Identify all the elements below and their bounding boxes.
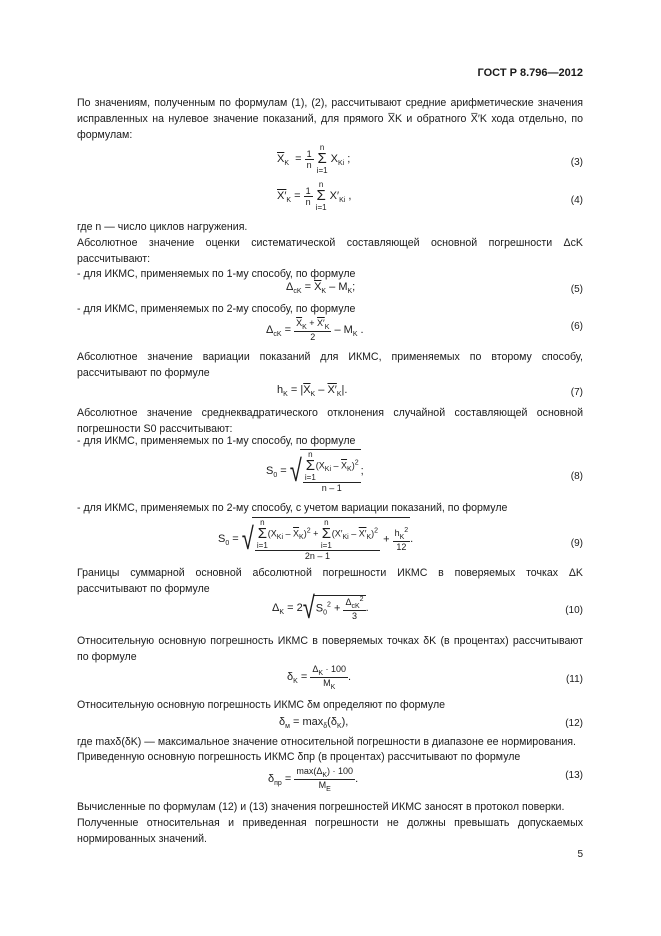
paragraph-15: Вычисленные по формулам (12) и (13) значения погрешностей ИКМС заносят в протокол поверки. — [77, 801, 565, 813]
paragraph-12: Относительную основную погрешность ИКМС δм определяют по формуле — [77, 699, 446, 711]
equation-number-5: (5) — [570, 284, 583, 295]
paragraph-11: Относительную основную погрешность ИКМС в поверяемых точках δK (в процентах) рассчитывают по формуле — [77, 635, 583, 663]
paragraph-10: Границы суммарной основной абсолютной погрешности ИКМС в поверяемых точках ΔK рассчитывают по формуле — [77, 567, 583, 595]
formula-11: $\delta_K$ = $\frac{\Delta_K \cdot 100}{M_K}$ . — [287, 664, 352, 691]
paragraph-8: - для ИКМС, применяемых по 1-му способу, по формуле — [77, 435, 356, 447]
paragraph-14: Приведенную основную погрешность ИКМС δпр (в процентах) рассчитывают по формуле — [77, 751, 521, 763]
formula-10: $\Delta_K = 2√S_0^2$ + $\frac{\Delta_{cK}^2}{3}$ . — [272, 589, 369, 625]
paragraph-4: - для ИКМС, применяемых по 1-му способу, по формуле — [77, 268, 356, 280]
paragraph-16: Полученные относительная и приведенная погрешности не должны превышать допускаемых нормированных значений. — [77, 817, 583, 845]
equation-number-3: (3) — [570, 157, 583, 168]
equation-number-11: (11) — [565, 674, 583, 685]
formula-4: $X'_K$ = $\frac{1}{n}$ n Σ i=1 $X'_{Ki}$ , — [277, 180, 352, 212]
paragraph-7: Абсолютное значение среднеквадратического отклонения случайной составляющей основной погрешности S0 рассчитывают: — [77, 407, 583, 435]
paragraph-6: Абсолютное значение вариации показаний для ИКМС, применяемых по второму способу, рассчитывают по формуле — [77, 351, 583, 379]
paragraph-3: Абсолютное значение оценки систематической составляющей основной погрешности ΔcK рассчитывают: — [77, 237, 583, 265]
equation-number-12: (12) — [565, 718, 583, 729]
equation-number-9: (9) — [570, 538, 583, 549]
paragraph-5: - для ИКМС, применяемых по 2-му способу, по формуле — [77, 303, 356, 315]
paragraph-9: - для ИКМС, применяемых по 2-му способу, с учетом вариации показаний, по формуле — [77, 502, 508, 514]
equation-number-10: (10) — [565, 605, 583, 616]
paragraph-2: где n — число циклов нагружения. — [77, 221, 248, 233]
formula-13: $\delta_{пр}$ = $\frac{\max(\Delta_K) \cdot 100}{M_E}$ . — [268, 766, 359, 793]
equation-number-4: (4) — [570, 195, 583, 206]
equation-number-13: (13) — [565, 770, 583, 781]
paragraph-1: По значениям, полученным по формулам (1), (2), рассчитывают средние арифметические значения исправленных на нулевое значение показаний, для прямого X̅K и обратного X̅′K хода отдельно, по формулам: — [77, 97, 583, 141]
formula-5: $\Delta_{cK} = \overline{X}_K - M_K$; — [286, 281, 356, 296]
equation-number-8: (8) — [570, 471, 583, 482]
formula-3: $\overline{X}_K$ = $\frac{1}{n}$ n Σ i=1 $X_{Ki}$ ; — [277, 143, 351, 175]
page-number: 5 — [577, 849, 583, 860]
paragraph-13: где maxδ(δK) — максимальное значение относительной погрешности в диапазоне ее нормирования. — [77, 736, 576, 748]
formula-6: $\Delta_{cK}$ = $\frac{\overline{X}_K + X'_K}{2}$ – $M_K$ . — [266, 318, 364, 342]
formula-7: $h_K = |\overline{X}_K - X'_K|$. — [277, 384, 348, 399]
formula-12: $\delta_м = \max_\delta(\delta_K)$, — [279, 716, 349, 731]
formula-8: $S_0$ = √ n Σ $i=1(X_{Ki} - \overline{X}_K)^2$ n – 1 ; — [266, 450, 364, 493]
document-header: ГОСТ Р 8.796—2012 — [477, 67, 583, 79]
formula-9: $S_0$ = √ n Σ $i=1(X_{Ki} - \overline{X}_K)^2 + n$ Σ $i=1(X'_{Ki} - X'_K)^2$ 2n – 1 + $\frac{h_K^2}{12}$ . — [218, 518, 414, 561]
equation-number-7: (7) — [570, 387, 583, 398]
equation-number-6: (6) — [570, 321, 583, 332]
